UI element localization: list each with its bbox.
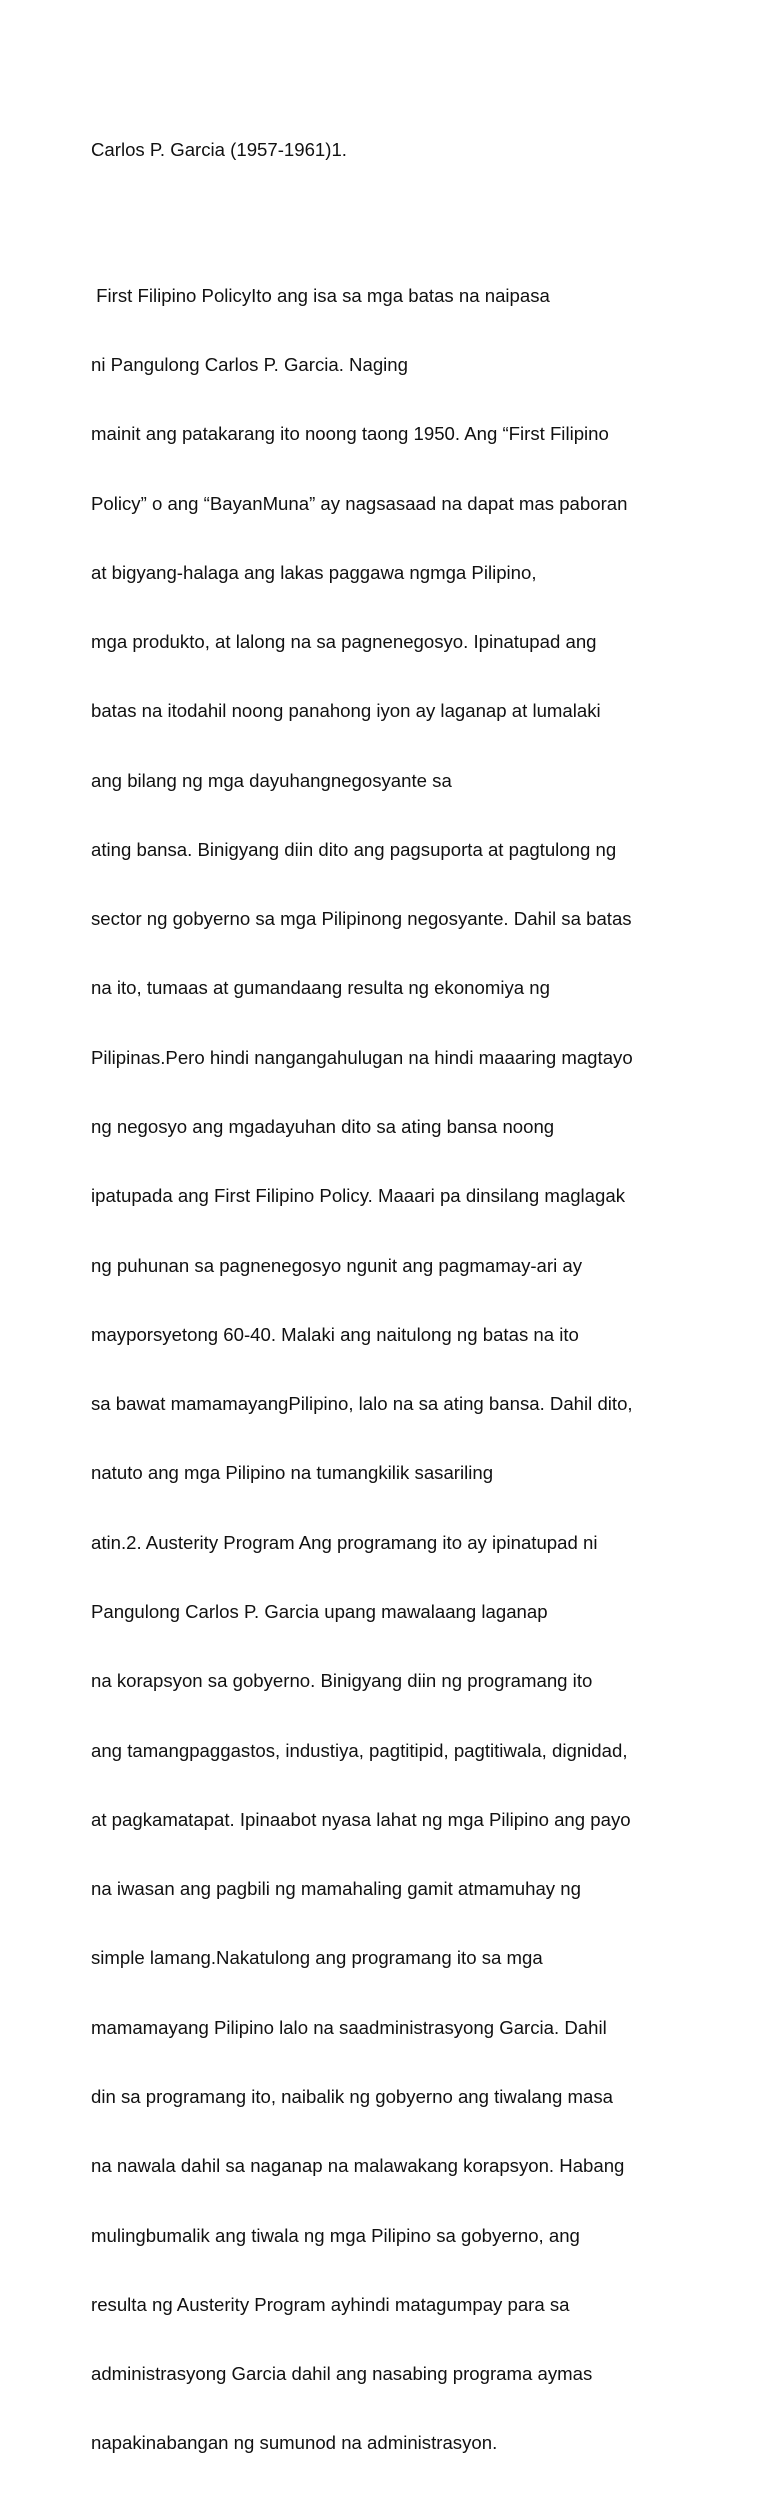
body-line: mga produkto, at lalong na sa pagnenegosyo. Ipinatupad ang	[91, 631, 597, 653]
document-title: Carlos P. Garcia (1957-1961)1.	[91, 139, 347, 161]
body-line: sa bawat mamamayangPilipino, lalo na sa ating bansa. Dahil dito,	[91, 1393, 633, 1415]
body-line: ang tamangpaggastos, industiya, pagtitipid, pagtitiwala, dignidad,	[91, 1739, 628, 1761]
body-line: resulta ng Austerity Program ayhindi matagumpay para sa	[91, 2293, 570, 2315]
body-line: ng puhunan sa pagnenegosyo ngunit ang pagmamay-ari ay	[91, 1254, 583, 1276]
body-line: at pagkamatapat. Ipinaabot nyasa lahat ng mga Pilipino ang payo	[91, 1808, 631, 1830]
body-line: na korapsyon sa gobyerno. Binigyang diin ng programang ito	[91, 1670, 593, 1692]
body-line: atin.2. Austerity Program Ang programang ito ay ipinatupad ni	[91, 1531, 598, 1553]
body-line: na nawala dahil sa naganap na malawakang korapsyon. Habang	[91, 2155, 625, 2177]
body-line: natuto ang mga Pilipino na tumangkilik sasariling	[91, 1462, 494, 1484]
body-line: na iwasan ang pagbili ng mamahaling gamit atmamuhay ng	[91, 1878, 581, 1900]
body-line: Pangulong Carlos P. Garcia upang mawalaang laganap	[91, 1601, 548, 1622]
body-line: mainit ang patakarang ito noong taong 1950. Ang “First Filipino	[91, 423, 609, 445]
body-line: Policy” o ang “BayanMuna” ay nagsasaad na dapat mas paboran	[91, 492, 628, 514]
body-line: din sa programang ito, naibalik ng gobyerno ang tiwalang masa	[91, 2085, 613, 2107]
document-body	[91, 92, 711, 2501]
body-line: ang bilang ng mga dayuhangnegosyante sa	[91, 769, 452, 791]
paragraph-gap	[91, 207, 711, 237]
body-line: administrasyong Garcia dahil ang nasabing programa aymas	[91, 2363, 593, 2385]
body-line: napakinabangan ng sumunod na administrasyon.	[91, 2432, 498, 2454]
body-line: mamamayang Pilipino lalo na saadministrasyong Garcia. Dahil	[91, 2016, 607, 2038]
body-line: ni Pangulong Carlos P. Garcia. Naging	[91, 353, 408, 375]
body-line: at bigyang-halaga ang lakas paggawa ngmga Pilipino,	[91, 561, 537, 583]
body-line: ating bansa. Binigyang diin dito ang pagsuporta at pagtulong ng	[91, 838, 617, 860]
body-line: Pilipinas.Pero hindi nangangahulugan na hindi maaaring magtayo	[91, 1046, 633, 1068]
body-line: na ito, tumaas at gumandaang resulta ng ekonomiya ng	[91, 977, 550, 999]
body-line: First Filipino PolicyIto ang isa sa mga batas na naipasa	[91, 284, 550, 306]
body-line: mayporsyetong 60-40. Malaki ang naitulong ng batas na ito	[91, 1323, 579, 1345]
body-line: batas na itodahil noong panahong iyon ay laganap at lumalaki	[91, 700, 601, 722]
body-line: mulingbumalik ang tiwala ng mga Pilipino sa gobyerno, ang	[91, 2224, 580, 2246]
body-line: ng negosyo ang mgadayuhan dito sa ating bansa noong	[91, 1116, 555, 1138]
body-line: sector ng gobyerno sa mga Pilipinong negosyante. Dahil sa batas	[91, 908, 632, 930]
body-line: ipatupada ang First Filipino Policy. Maaari pa dinsilang maglagak	[91, 1185, 625, 1207]
body-line: simple lamang.Nakatulong ang programang ito sa mga	[91, 1947, 543, 1969]
